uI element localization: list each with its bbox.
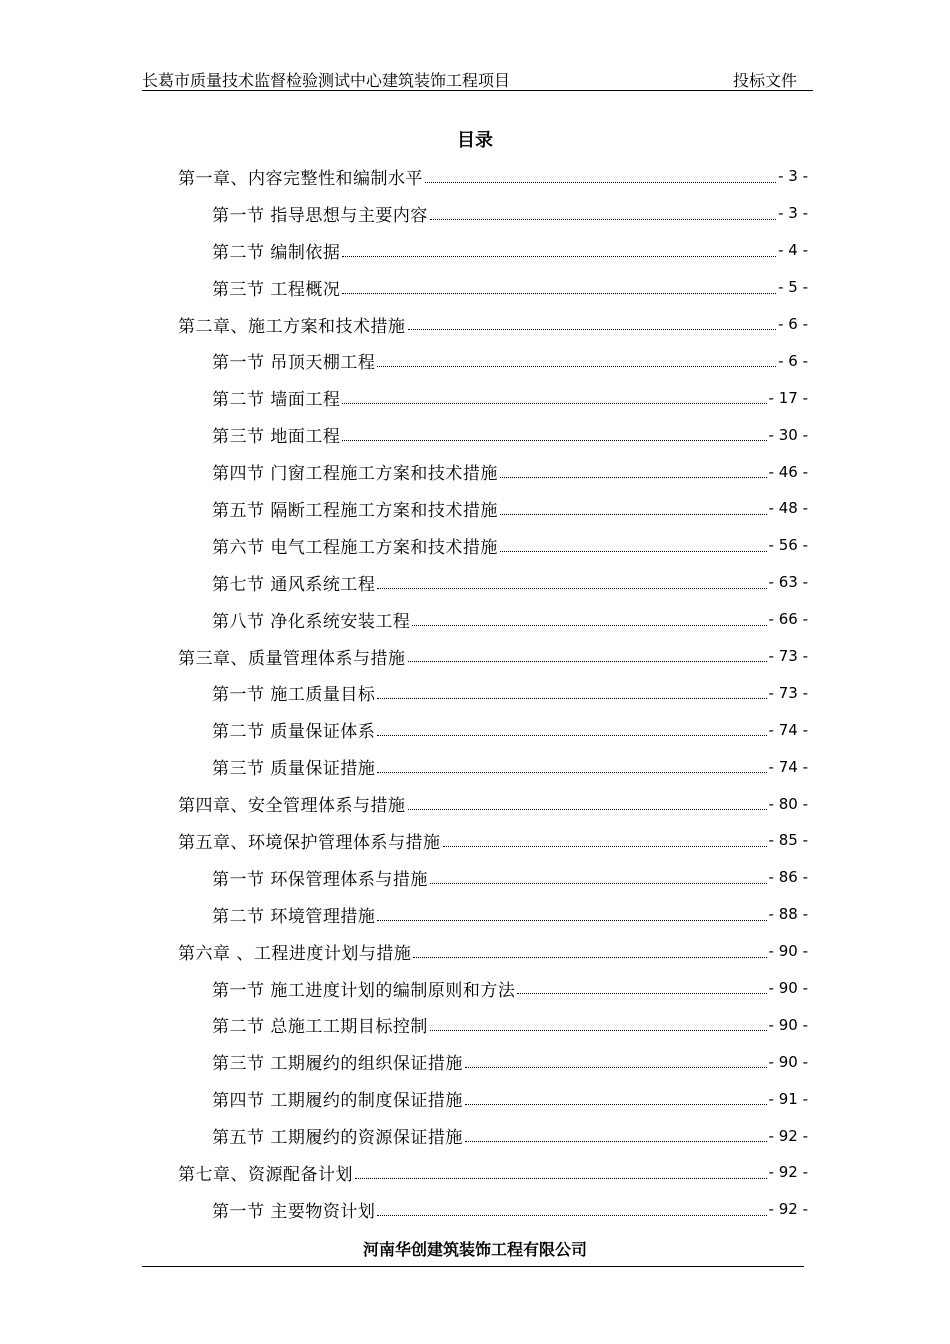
toc-entry-page-number: - 30 - bbox=[768, 425, 808, 444]
toc-section-entry[interactable] bbox=[178, 490, 808, 527]
toc-entry-label: 第四章、安全管理体系与措施 bbox=[178, 796, 406, 817]
header-project-title: 长葛市质量技术监督检验测试中心建筑装饰工程项目 bbox=[142, 71, 511, 90]
toc-dot-leader bbox=[377, 919, 766, 921]
toc-section-entry[interactable] bbox=[178, 416, 808, 453]
toc-dot-leader bbox=[377, 587, 766, 589]
toc-entry-page-number: - 92 - bbox=[768, 1163, 808, 1182]
toc-chapter-entry[interactable] bbox=[178, 306, 808, 343]
toc-section-entry[interactable] bbox=[178, 674, 808, 711]
toc-entry-label: 第一节 吊顶天棚工程 bbox=[212, 353, 376, 374]
toc-entry-label: 第五节 隔断工程施工方案和技术措施 bbox=[212, 500, 498, 521]
toc-entry-label: 第三节 工程概况 bbox=[212, 279, 341, 300]
toc-entry-label: 第一节 主要物资计划 bbox=[212, 1201, 376, 1222]
toc-title: 目录 bbox=[457, 130, 493, 151]
toc-entry-label: 第二节 总施工工期目标控制 bbox=[212, 1017, 428, 1038]
toc-entry-label: 第四节 门窗工程施工方案和技术措施 bbox=[212, 464, 498, 485]
toc-dot-leader bbox=[408, 660, 767, 662]
toc-section-entry[interactable] bbox=[178, 453, 808, 490]
toc-entry-page-number: - 73 - bbox=[768, 647, 808, 666]
toc-entry-label: 第一节 施工进度计划的编制原则和方法 bbox=[212, 980, 516, 1001]
toc-section-entry[interactable] bbox=[178, 1191, 808, 1228]
toc-entry-page-number: - 56 - bbox=[768, 536, 808, 555]
toc-entry-label: 第一节 环保管理体系与措施 bbox=[212, 869, 428, 890]
toc-entry-label: 第一节 指导思想与主要内容 bbox=[212, 205, 428, 226]
toc-dot-leader bbox=[377, 365, 776, 367]
toc-dot-leader bbox=[430, 882, 767, 884]
toc-section-entry[interactable] bbox=[178, 1080, 808, 1117]
toc-dot-leader bbox=[517, 992, 766, 994]
toc-entry-page-number: - 90 - bbox=[768, 1052, 808, 1071]
toc-entry-label: 第二节 编制依据 bbox=[212, 242, 341, 263]
toc-entry-page-number: - 92 - bbox=[768, 1200, 808, 1219]
toc-entry-page-number: - 73 - bbox=[768, 683, 808, 702]
toc-entry-label: 第五节 工期履约的资源保证措施 bbox=[212, 1128, 463, 1149]
toc-dot-leader bbox=[342, 439, 766, 441]
toc-entry-page-number: - 4 - bbox=[778, 241, 808, 260]
toc-entry-page-number: - 63 - bbox=[768, 573, 808, 592]
header-doc-type: 投标文件 bbox=[732, 71, 797, 90]
toc-dot-leader bbox=[412, 624, 766, 626]
toc-section-entry[interactable] bbox=[178, 564, 808, 601]
toc-entry-label: 第一节 施工质量目标 bbox=[212, 685, 376, 706]
toc-entry-label: 第二节 质量保证体系 bbox=[212, 722, 376, 743]
toc-entry-page-number: - 6 - bbox=[778, 315, 808, 333]
toc-entry-page-number: - 6 - bbox=[778, 351, 808, 370]
toc-dot-leader bbox=[377, 1214, 766, 1216]
toc-dot-leader bbox=[377, 697, 766, 699]
toc-entry-label: 第三节 工期履约的组织保证措施 bbox=[212, 1054, 463, 1075]
toc-section-entry[interactable] bbox=[178, 1043, 808, 1080]
toc-section-entry[interactable] bbox=[178, 232, 808, 269]
toc-entry-page-number: - 48 - bbox=[768, 499, 808, 518]
toc-dot-leader bbox=[425, 181, 776, 183]
toc-section-entry[interactable] bbox=[178, 859, 808, 896]
toc-dot-leader bbox=[465, 1103, 767, 1105]
toc-dot-leader bbox=[342, 402, 766, 404]
toc-entry-page-number: - 66 - bbox=[768, 610, 808, 629]
toc-entry-page-number: - 86 - bbox=[768, 868, 808, 887]
toc-entry-page-number: - 46 - bbox=[768, 462, 808, 481]
toc-dot-leader bbox=[355, 1177, 767, 1179]
toc-section-entry[interactable] bbox=[178, 195, 808, 232]
toc-dot-leader bbox=[342, 292, 776, 294]
toc-dot-leader bbox=[443, 845, 767, 847]
toc-dot-leader bbox=[408, 328, 777, 330]
toc-chapter-entry[interactable] bbox=[178, 933, 808, 970]
toc-entry-label: 第三节 地面工程 bbox=[212, 427, 341, 448]
toc-entry-label: 第三节 质量保证措施 bbox=[212, 759, 376, 780]
toc-entry-page-number: - 90 - bbox=[768, 979, 808, 998]
toc-entry-page-number: - 5 - bbox=[778, 278, 808, 297]
toc-dot-leader bbox=[430, 218, 776, 220]
toc-chapter-entry[interactable] bbox=[178, 158, 808, 195]
toc-dot-leader bbox=[377, 734, 766, 736]
toc-entry-label: 第七章、资源配备计划 bbox=[178, 1164, 353, 1185]
toc-entry-label: 第一章、内容完整性和编制水平 bbox=[178, 168, 423, 189]
toc-entry-label: 第二节 墙面工程 bbox=[212, 390, 341, 411]
toc-entry-page-number: - 90 - bbox=[768, 1015, 808, 1034]
toc-chapter-entry[interactable] bbox=[178, 785, 808, 822]
toc-entry-label: 第四节 工期履约的制度保证措施 bbox=[212, 1091, 463, 1112]
toc-chapter-entry[interactable] bbox=[178, 638, 808, 675]
toc-section-entry[interactable] bbox=[178, 1006, 808, 1043]
toc-section-entry[interactable] bbox=[178, 748, 808, 785]
toc-entry-label: 第六节 电气工程施工方案和技术措施 bbox=[212, 537, 498, 558]
toc-dot-leader bbox=[465, 1140, 767, 1142]
toc-entry-page-number: - 74 - bbox=[768, 757, 808, 776]
toc-dot-leader bbox=[500, 550, 767, 552]
toc-section-entry[interactable] bbox=[178, 896, 808, 933]
toc-section-entry[interactable] bbox=[178, 1117, 808, 1154]
toc-entry-page-number: - 3 - bbox=[778, 204, 808, 223]
toc-entry-label: 第八节 净化系统安装工程 bbox=[212, 611, 411, 632]
toc-entry-page-number: - 17 - bbox=[768, 388, 808, 407]
table-of-contents bbox=[178, 158, 808, 1228]
toc-entry-page-number: - 74 - bbox=[768, 720, 808, 739]
toc-entry-label: 第六章 、工程进度计划与措施 bbox=[178, 943, 412, 964]
toc-dot-leader bbox=[465, 1066, 767, 1068]
toc-entry-page-number: - 90 - bbox=[768, 942, 808, 961]
page-header bbox=[142, 68, 813, 91]
toc-entry-label: 第二章、施工方案和技术措施 bbox=[178, 316, 406, 337]
toc-entry-page-number: - 91 - bbox=[768, 1089, 808, 1108]
toc-entry-page-number: - 88 - bbox=[768, 905, 808, 924]
toc-entry-page-number: - 92 - bbox=[768, 1126, 808, 1145]
toc-entry-label: 第五章、环境保护管理体系与措施 bbox=[178, 832, 441, 853]
toc-entry-label: 第三章、质量管理体系与措施 bbox=[178, 648, 406, 669]
toc-dot-leader bbox=[413, 956, 766, 958]
footer-company: 河南华创建筑装饰工程有限公司 bbox=[362, 1240, 587, 1259]
toc-section-entry[interactable] bbox=[178, 970, 808, 1007]
toc-dot-leader bbox=[377, 771, 766, 773]
toc-dot-leader bbox=[430, 1029, 767, 1031]
toc-entry-label: 第七节 通风系统工程 bbox=[212, 574, 376, 595]
toc-section-entry[interactable] bbox=[178, 269, 808, 306]
toc-section-entry[interactable] bbox=[178, 601, 808, 638]
toc-dot-leader bbox=[342, 255, 776, 257]
toc-dot-leader bbox=[500, 513, 767, 515]
toc-chapter-entry[interactable] bbox=[178, 822, 808, 859]
toc-dot-leader bbox=[500, 476, 767, 478]
toc-section-entry[interactable] bbox=[178, 711, 808, 748]
toc-chapter-entry[interactable] bbox=[178, 1154, 808, 1191]
toc-section-entry[interactable] bbox=[178, 379, 808, 416]
footer-divider bbox=[142, 1266, 804, 1267]
toc-section-entry[interactable] bbox=[178, 342, 808, 379]
toc-section-entry[interactable] bbox=[178, 527, 808, 564]
toc-entry-page-number: - 80 - bbox=[768, 794, 808, 813]
toc-entry-label: 第二节 环境管理措施 bbox=[212, 906, 376, 927]
toc-entry-page-number: - 3 - bbox=[778, 167, 808, 186]
toc-entry-page-number: - 85 - bbox=[768, 831, 808, 850]
toc-dot-leader bbox=[408, 808, 767, 810]
